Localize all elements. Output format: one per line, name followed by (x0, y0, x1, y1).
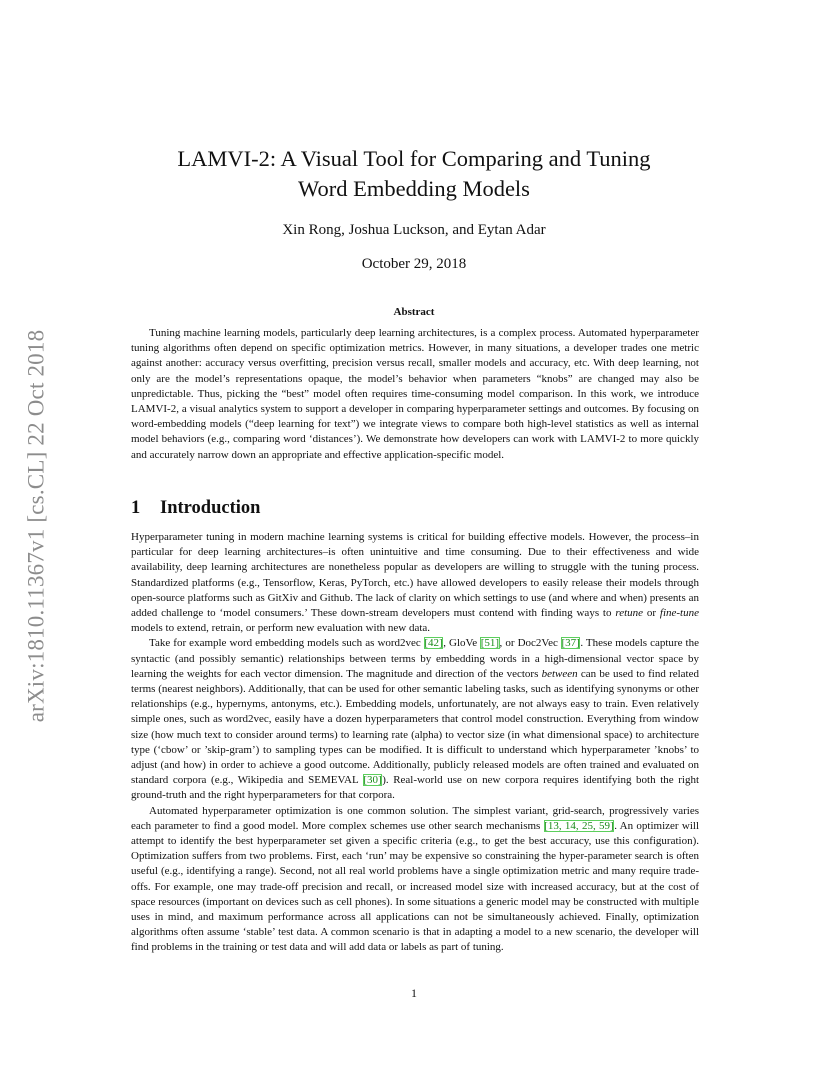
paragraph-text: Automated hyperparameter optimization is one common solution. The simplest variant, grid-search, progressively varies each parameter to find a good model. More complex schemes use other search mechanisms (131, 804, 699, 832)
paper-date: October 29, 2018 (361, 256, 467, 272)
paragraph-text: Hyperparameter tuning in modern machine learning systems is critical for building effective models. However, the process–in particular for deep learning architectures–is often unintuitive and time consuming. Due to their effectiveness and wide availability, deep learning architectures are nonetheless popular as developers are willing to struggle with the tuning process. Standardized platforms (e.g., Tensorflow, Keras, PyTorch, etc.) have allowed developers to easily release their models through open-source platforms such as GitXiv and Github. The lack of clarity on which settings to use (and where and when) presents an added challenge to ‘model consumers.’ These down-stream developers must contend with finding ways to (131, 531, 699, 620)
section-number: 1 (131, 498, 141, 518)
paragraph-text: ). Real-world use on new corpora requires identifying both the right ground-truth and the right hyperparameters for that corpora. (131, 774, 700, 802)
paragraph-2 (131, 636, 699, 803)
emphasis-text: retune (615, 607, 644, 620)
title-line-1: LAMVI-2: A Visual Tool for Comparing and Tuning (177, 146, 651, 171)
emphasis-text: between (541, 667, 578, 680)
paragraph-text: or (643, 607, 660, 620)
abstract-heading: Abstract (393, 306, 435, 318)
arxiv-identifier: arXiv:1810.11367v1 [cs.CL] 22 Oct 2018 (23, 329, 48, 723)
citation-link[interactable]: [51] (480, 637, 500, 650)
title-line-2: Word Embedding Models (298, 176, 530, 201)
paragraph-text: . These models capture the syntactic (and possibly semantic) relationships between terms by embedding words in a high-dimensional vector space by learning the weights for each vector dimension. The magnitude and direction of the vectors (131, 637, 699, 680)
paper-title (130, 144, 698, 204)
citation-link[interactable]: [42] (424, 637, 443, 650)
page-number: 1 (411, 986, 417, 1000)
citation-link[interactable]: [13, 14, 25, 59] (544, 819, 614, 832)
arxiv-side-label (16, 290, 56, 762)
paragraph-1 (131, 530, 699, 636)
paragraph-text: models to extend, retrain, or perform new evaluation with new data. (131, 622, 431, 635)
paragraph-text: can be used to find related terms (nearest neighbors). Additionally, that can be used for other semantic labeling tasks, such as identifying synonyms or other relationships (e.g., hypernyms, antonyms, etc.). Embedding models, unfortunately, are not always easy to train. Even relatively simple ones, such as word2vec, easily have a dozen hyperparameters that control model construction. Everything from window size (how much text to consider around terms) to learning rate (alpha) to vector size (in what dimensional space) to architecture type (‘cbow’ or ’skip-gram’) to sampling types can be modified. It is difficult to understand which hyperparameter ’knobs’ to adjust (and how) in order to achieve a good outcome. Additionally, publicly released models are often trained and evaluated on standard corpora (e.g., Wikipedia and SEMEVAL (131, 667, 699, 787)
section-heading-introduction (131, 498, 260, 519)
citation-link[interactable]: [30] (363, 774, 382, 787)
paragraph-text: . An optimizer will attempt to identify the best hyperparameter set given a specific criteria (e.g., to get the best accuracy, use this configuration). Optimization suffers from two problems. First, each ‘run’ may be expensive so constraining the hyper-parameter search is often useful (e.g., identifying a range). Second, not all real world problems have a single optimization metric and many require trade-offs. For example, one may trade-off precision and recall, or increased model size with increased accuracy, but at the cost of space resources (important on devices such as cell phones). In some situations a generic model may be constructed with multiple uses in mind, and maximum performance across all applications can not be simultaneously achieved. Finally, optimization algorithms often assume ‘stable’ test data. A common scenario is that in adapting a model to a new scenario, the developer will find problems in the training or test data and will add data or labels as part of tuning. (131, 819, 700, 954)
emphasis-text: fine-tune (659, 607, 699, 620)
abstract-text: Tuning machine learning models, particularly deep learning architectures, is a complex process. Automated hyperparameter tuning algorithms often depend on specific optimization metrics. However, in many situations, a developer trades one metric against another: accuracy versus overfitting, precision versus recall, smaller models and accuracy, etc. With deep learning, not only are the model’s representations opaque, the model’s behavior when parameters “knobs” are changed may also be unpredictable. Thus, picking the “best” model often requires time-consuming model comparison. In this work, we introduce LAMVI-2, a visual analytics system to support a developer in comparing hyperparameter settings and outcomes. By focusing on word-embedding models (“deep learning for text”) we integrate views to compare both high-level statistics as well as internal model behaviors (e.g., comparing word ‘distances’). We demonstrate how developers can work with LAMVI-2 to more quickly and accurately narrow down an appropriate and effective application-specific model. (131, 327, 699, 461)
paragraph-text: Take for example word embedding models such as word2vec (149, 637, 424, 650)
paragraph-text: , or Doc2Vec (499, 637, 561, 650)
citation-link[interactable]: [37] (561, 637, 580, 650)
paragraph-text: , GloVe (443, 637, 481, 650)
paragraph-3 (131, 804, 699, 956)
author-list: Xin Rong, Joshua Luckson, and Eytan Adar (282, 222, 546, 238)
introduction-body (131, 530, 699, 956)
section-title: Introduction (160, 498, 261, 518)
